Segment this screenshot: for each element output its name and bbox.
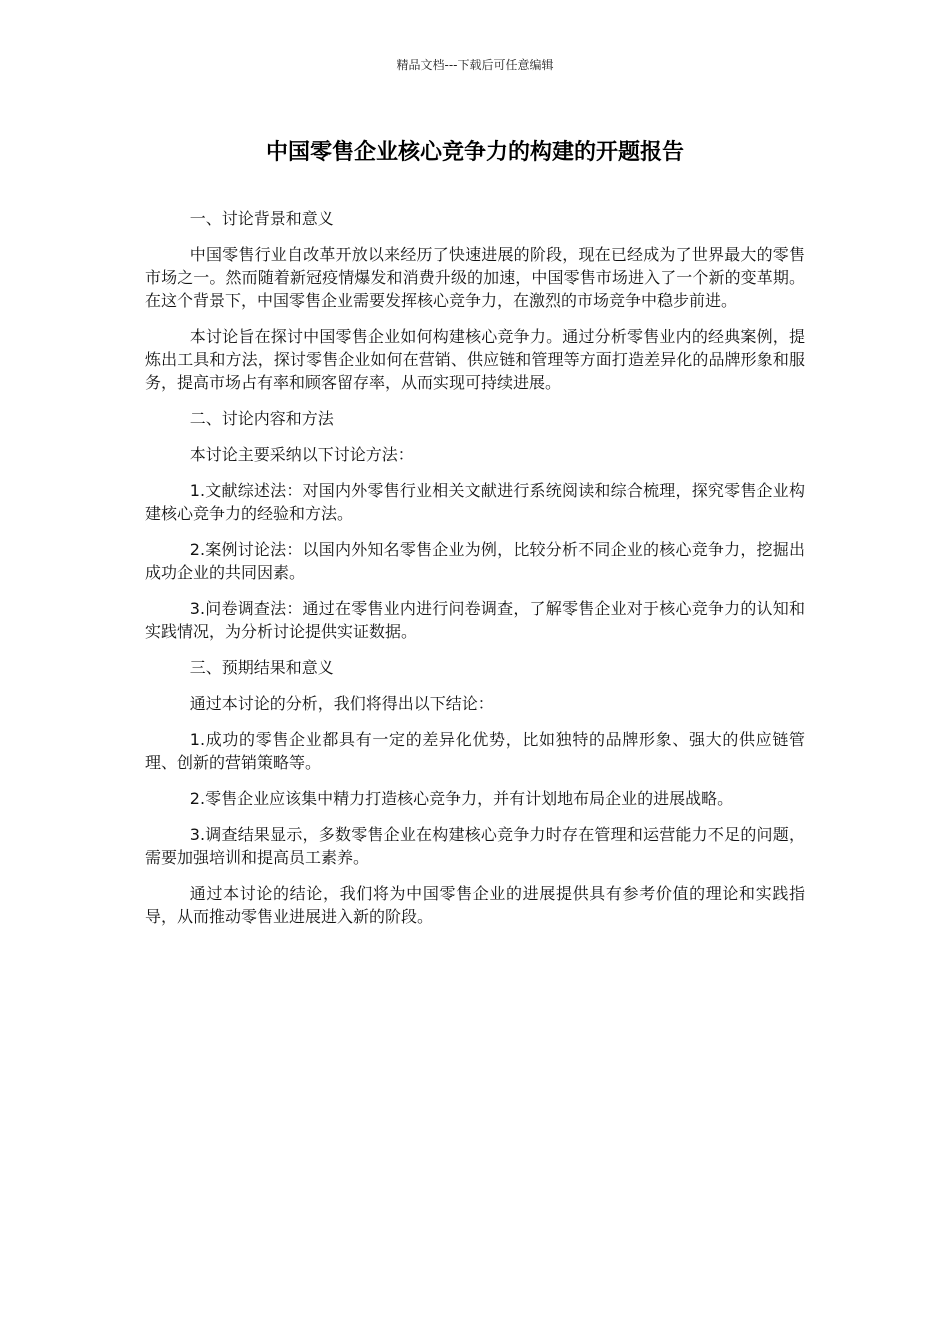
paragraph-closing: 通过本讨论的结论，我们将为中国零售企业的进展提供具有参考价值的理论和实践指导，从而推动零售业进展进入新的阶段。 (145, 884, 805, 926)
section-heading-background: 一、讨论背景和意义 (189, 209, 334, 228)
section-heading-results: 三、预期结果和意义 (189, 658, 334, 677)
paragraph-methods-intro: 本讨论主要采纳以下讨论方法： (189, 445, 414, 464)
paragraph-results-intro: 通过本讨论的分析，我们将得出以下结论： (189, 694, 494, 713)
list-item-method: 2.案例讨论法：以国内外知名零售企业为例，比较分析不同企业的核心竞争力，挖掘出成功企业的共同因素。 (145, 540, 805, 582)
list-item-conclusion: 1.成功的零售企业都具有一定的差异化优势，比如独特的品牌形象、强大的供应链管理、创新的营销策略等。 (145, 730, 805, 772)
paragraph-background: 中国零售行业自改革开放以来经历了快速进展的阶段，现在已经成为了世界最大的零售市场之一。然而随着新冠疫情爆发和消费升级的加速，中国零售市场进入了一个新的变革期。在这个背景下，中国零售企业需要发挥核心竞争力，在激烈的市场竞争中稳步前进。 (145, 245, 805, 310)
section-heading-methods: 二、讨论内容和方法 (189, 409, 334, 428)
list-item-conclusion: 3.调查结果显示，多数零售企业在构建核心竞争力时存在管理和运营能力不足的问题，需要加强培训和提高员工素养。 (145, 825, 805, 867)
list-item-method: 3.问卷调查法：通过在零售业内进行问卷调查，了解零售企业对于核心竞争力的认知和实践情况，为分析讨论提供实证数据。 (145, 599, 805, 641)
document-body (145, 207, 805, 941)
header-note: 精品文档---下载后可任意编辑 (396, 58, 554, 72)
list-item-method: 1.文献综述法：对国内外零售行业相关文献进行系统阅读和综合梳理，探究零售企业构建核心竞争力的经验和方法。 (145, 481, 805, 523)
paragraph-purpose: 本讨论旨在探讨中国零售企业如何构建核心竞争力。通过分析零售业内的经典案例，提炼出工具和方法，探讨零售企业如何在营销、供应链和管理等方面打造差异化的品牌形象和服务，提高市场占有率和顾客留存率，从而实现可持续进展。 (145, 327, 805, 392)
document-title: 中国零售企业核心竞争力的构建的开题报告 (265, 140, 684, 165)
list-item-conclusion: 2.零售企业应该集中精力打造核心竞争力，并有计划地布局企业的进展战略。 (189, 789, 734, 808)
